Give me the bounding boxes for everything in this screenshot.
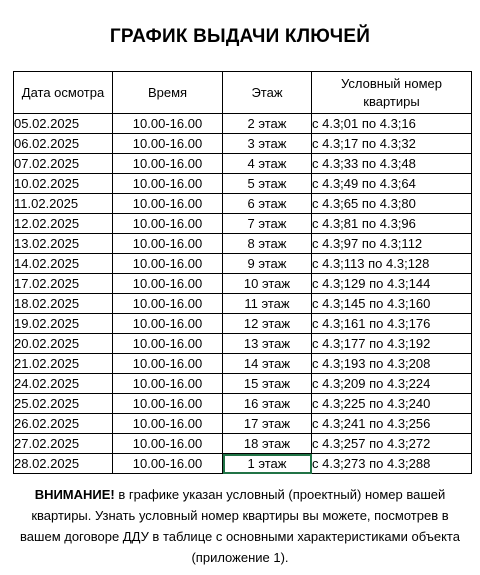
apartment-cell[interactable]: с 4.3;49 по 4.3;64 [312, 174, 472, 194]
date-cell[interactable]: 07.02.2025 [14, 154, 113, 174]
floor-cell[interactable]: 16 этаж [223, 394, 312, 414]
date-cell[interactable]: 18.02.2025 [14, 294, 113, 314]
time-cell[interactable]: 10.00-16.00 [113, 294, 223, 314]
date-cell[interactable]: 24.02.2025 [14, 374, 113, 394]
date-cell[interactable]: 20.02.2025 [14, 334, 113, 354]
notice-text: в графике указан условный (проектный) номер вашей квартиры. Узнать условный номер квартиры вы можете, посмотрев в вашем договоре ДДУ в таблице с основными характеристиками объекта (приложение 1). [20, 487, 460, 565]
time-cell[interactable]: 10.00-16.00 [113, 234, 223, 254]
floor-cell[interactable]: 6 этаж [223, 194, 312, 214]
apartment-cell[interactable]: с 4.3;177 по 4.3;192 [312, 334, 472, 354]
schedule-table [13, 71, 472, 474]
table-row [14, 254, 472, 274]
floor-cell[interactable]: 7 этаж [223, 214, 312, 234]
time-cell[interactable]: 10.00-16.00 [113, 274, 223, 294]
time-cell[interactable]: 10.00-16.00 [113, 394, 223, 414]
header-date: Дата осмотра [14, 72, 113, 114]
date-cell[interactable]: 10.02.2025 [14, 174, 113, 194]
date-cell[interactable]: 12.02.2025 [14, 214, 113, 234]
floor-cell[interactable]: 9 этаж [223, 254, 312, 274]
header-apartment [312, 72, 472, 114]
table-row [14, 194, 472, 214]
date-cell[interactable]: 06.02.2025 [14, 134, 113, 154]
date-cell[interactable]: 25.02.2025 [14, 394, 113, 414]
floor-cell[interactable]: 4 этаж [223, 154, 312, 174]
apartment-cell[interactable]: с 4.3;01 по 4.3;16 [312, 114, 472, 134]
table-row [14, 314, 472, 334]
table-row [14, 434, 472, 454]
floor-cell[interactable]: 18 этаж [223, 434, 312, 454]
apartment-cell[interactable]: с 4.3;113 по 4.3;128 [312, 254, 472, 274]
floor-cell[interactable]: 10 этаж [223, 274, 312, 294]
header-apartment-line1: Условный номер [341, 75, 442, 91]
notice [20, 484, 460, 568]
date-cell[interactable]: 14.02.2025 [14, 254, 113, 274]
apartment-cell[interactable]: с 4.3;81 по 4.3;96 [312, 214, 472, 234]
apartment-cell[interactable]: с 4.3;145 по 4.3;160 [312, 294, 472, 314]
page-title: ГРАФИК ВЫДАЧИ КЛЮЧЕЙ [109, 26, 371, 47]
table-row [14, 354, 472, 374]
floor-cell[interactable]: 1 этаж [223, 454, 312, 474]
floor-cell[interactable]: 11 этаж [223, 294, 312, 314]
table-row [14, 334, 472, 354]
table-row [14, 454, 472, 474]
date-cell[interactable]: 21.02.2025 [14, 354, 113, 374]
table-row [14, 294, 472, 314]
apartment-cell[interactable]: с 4.3;129 по 4.3;144 [312, 274, 472, 294]
date-cell[interactable]: 27.02.2025 [14, 434, 113, 454]
table-row [14, 174, 472, 194]
time-cell[interactable]: 10.00-16.00 [113, 214, 223, 234]
time-cell[interactable]: 10.00-16.00 [113, 354, 223, 374]
floor-cell[interactable]: 15 этаж [223, 374, 312, 394]
table-row [14, 214, 472, 234]
apartment-cell[interactable]: с 4.3;257 по 4.3;272 [312, 434, 472, 454]
table-row [14, 274, 472, 294]
time-cell[interactable]: 10.00-16.00 [113, 454, 223, 474]
time-cell[interactable]: 10.00-16.00 [113, 254, 223, 274]
table-row [14, 134, 472, 154]
date-cell[interactable]: 17.02.2025 [14, 274, 113, 294]
apartment-cell[interactable]: с 4.3;193 по 4.3;208 [312, 354, 472, 374]
date-cell[interactable]: 05.02.2025 [14, 114, 113, 134]
notice-warning: ВНИМАНИЕ! [34, 487, 115, 502]
apartment-cell[interactable]: с 4.3;97 по 4.3;112 [312, 234, 472, 254]
floor-cell[interactable]: 14 этаж [223, 354, 312, 374]
header-floor: Этаж [223, 72, 312, 114]
table-row [14, 234, 472, 254]
apartment-cell[interactable]: с 4.3;17 по 4.3;32 [312, 134, 472, 154]
apartment-cell[interactable]: с 4.3;241 по 4.3;256 [312, 414, 472, 434]
apartment-cell[interactable]: с 4.3;33 по 4.3;48 [312, 154, 472, 174]
time-cell[interactable]: 10.00-16.00 [113, 194, 223, 214]
date-cell[interactable]: 11.02.2025 [14, 194, 113, 214]
time-cell[interactable]: 10.00-16.00 [113, 134, 223, 154]
time-cell[interactable]: 10.00-16.00 [113, 334, 223, 354]
schedule-body [14, 114, 472, 474]
header-apartment-line2: квартиры [363, 93, 420, 109]
floor-cell[interactable]: 17 этаж [223, 414, 312, 434]
time-cell[interactable]: 10.00-16.00 [113, 314, 223, 334]
time-cell[interactable]: 10.00-16.00 [113, 174, 223, 194]
time-cell[interactable]: 10.00-16.00 [113, 434, 223, 454]
date-cell[interactable]: 28.02.2025 [14, 454, 113, 474]
floor-cell[interactable]: 12 этаж [223, 314, 312, 334]
time-cell[interactable]: 10.00-16.00 [113, 374, 223, 394]
apartment-cell[interactable]: с 4.3;225 по 4.3;240 [312, 394, 472, 414]
table-row [14, 154, 472, 174]
date-cell[interactable]: 13.02.2025 [14, 234, 113, 254]
floor-cell[interactable]: 3 этаж [223, 134, 312, 154]
date-cell[interactable]: 26.02.2025 [14, 414, 113, 434]
apartment-cell[interactable]: с 4.3;65 по 4.3;80 [312, 194, 472, 214]
table-row [14, 414, 472, 434]
time-cell[interactable]: 10.00-16.00 [113, 414, 223, 434]
header-time: Время [113, 72, 223, 114]
time-cell[interactable]: 10.00-16.00 [113, 114, 223, 134]
apartment-cell[interactable]: с 4.3;209 по 4.3;224 [312, 374, 472, 394]
apartment-cell[interactable]: с 4.3;161 по 4.3;176 [312, 314, 472, 334]
floor-cell[interactable]: 2 этаж [223, 114, 312, 134]
time-cell[interactable]: 10.00-16.00 [113, 154, 223, 174]
floor-cell[interactable]: 5 этаж [223, 174, 312, 194]
floor-cell[interactable]: 13 этаж [223, 334, 312, 354]
date-cell[interactable]: 19.02.2025 [14, 314, 113, 334]
table-row [14, 374, 472, 394]
apartment-cell[interactable]: с 4.3;273 по 4.3;288 [312, 454, 472, 474]
table-row [14, 114, 472, 134]
table-header-row [14, 72, 472, 114]
floor-cell[interactable]: 8 этаж [223, 234, 312, 254]
table-row [14, 394, 472, 414]
